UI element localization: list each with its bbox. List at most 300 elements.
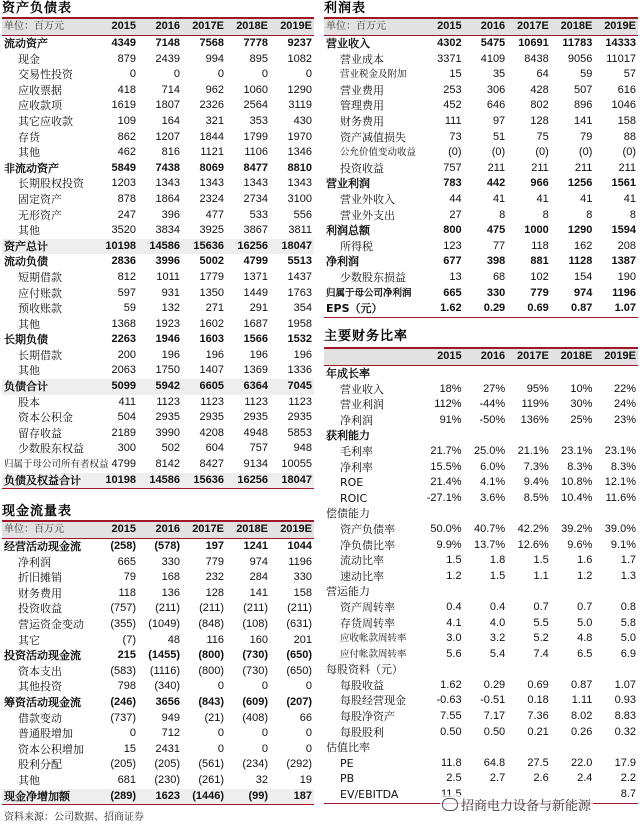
- row-label: 资产总计: [2, 239, 94, 255]
- ratios-title: 主要财务比率: [324, 329, 409, 344]
- row-label: 每股净资产: [340, 710, 395, 724]
- balance_sheet-row: [2, 52, 314, 68]
- balance_sheet-row: [2, 36, 314, 52]
- value-cell: [507, 366, 551, 382]
- row-label: 营业收入: [340, 382, 384, 396]
- value-cell: 3520: [111, 224, 136, 237]
- value-cell: 1807: [155, 99, 180, 112]
- balance_sheet-row: [2, 208, 314, 224]
- row-label: 净利润: [340, 413, 373, 427]
- value-cell: [507, 506, 551, 522]
- row-label: EPS（元）: [324, 301, 420, 317]
- value-cell: 452: [443, 99, 462, 112]
- value-cell: 158: [617, 114, 636, 127]
- value-cell: 2324: [199, 192, 224, 205]
- row-label: 营业费用: [340, 83, 384, 97]
- row-label: 现金: [18, 52, 40, 66]
- value-cell: (1049): [148, 617, 180, 630]
- year-header: 2017E: [182, 521, 226, 539]
- value-cell: 0.50: [483, 725, 506, 738]
- value-cell: (650): [286, 649, 312, 662]
- value-cell: 9.4%: [523, 476, 549, 489]
- row-label: 存货: [18, 130, 40, 144]
- value-cell: 10055: [281, 458, 312, 471]
- value-cell: (246): [110, 695, 136, 708]
- row-label: 流动负债: [4, 255, 48, 269]
- ratios-panel: [324, 328, 638, 804]
- value-cell: 23.1%: [604, 444, 636, 457]
- value-cell: 1532: [287, 333, 312, 346]
- row-label: 财务费用: [340, 114, 384, 128]
- value-cell: 1368: [111, 317, 136, 330]
- value-cell: 1.1: [533, 569, 549, 582]
- value-cell: 5.6: [446, 647, 462, 660]
- value-cell: [464, 506, 508, 522]
- value-cell: 1343: [243, 177, 268, 190]
- row-label: 每股收益: [340, 678, 384, 692]
- value-cell: 16256: [226, 473, 270, 489]
- value-cell: 211: [574, 161, 593, 174]
- ratios-row: [324, 522, 638, 538]
- value-cell: 14333: [605, 37, 636, 49]
- value-cell: 7.55: [440, 710, 462, 723]
- value-cell: 128: [205, 586, 224, 599]
- cash_flow-unit-label: 单位：百万元: [2, 521, 94, 539]
- row-label: 资本公积增加: [18, 742, 84, 756]
- value-cell: 18047: [270, 239, 314, 255]
- value-cell: 14586: [138, 473, 182, 489]
- value-cell: 994: [205, 52, 224, 65]
- value-cell: 1619: [111, 99, 136, 112]
- value-cell: 9056: [567, 52, 593, 65]
- value-cell: 7.36: [527, 710, 549, 723]
- value-cell: 1011: [156, 270, 180, 283]
- row-label: 每股经营现金: [340, 694, 406, 708]
- value-cell: 1.5: [446, 554, 462, 567]
- row-label: 存货周转率: [340, 616, 395, 630]
- row-label: 净负债比率: [340, 538, 395, 552]
- watermark-text: 招商电力设备与新能源: [461, 799, 592, 814]
- year-header: 2016: [464, 18, 508, 36]
- row-label: 少数股东损益: [340, 270, 406, 284]
- income_statement-row: [324, 301, 638, 317]
- value-cell: 11783: [562, 37, 593, 49]
- value-cell: 7148: [155, 37, 180, 49]
- value-cell: 41: [580, 192, 593, 205]
- row-label: 留存收益: [18, 426, 62, 440]
- value-cell: 681: [117, 773, 136, 786]
- cash_flow-row: [2, 695, 314, 711]
- value-cell: 95%: [526, 382, 549, 395]
- value-cell: 0.4: [446, 600, 462, 613]
- value-cell: 0.18: [527, 694, 549, 707]
- value-cell: 118: [118, 586, 136, 599]
- value-cell: 68: [492, 270, 506, 283]
- row-label: 净利润: [18, 555, 51, 569]
- value-cell: (211): [287, 602, 312, 615]
- value-cell: 2.5: [446, 772, 462, 785]
- row-label: 非流动资产: [4, 161, 59, 175]
- value-cell: 1.07: [594, 301, 638, 317]
- ratios-row: [324, 584, 638, 600]
- year-header: 2016: [138, 18, 182, 36]
- balance-sheet-panel: [2, 0, 314, 489]
- value-cell: 116: [206, 633, 224, 646]
- value-cell: 1946: [155, 333, 180, 346]
- value-cell: (0): [622, 146, 636, 159]
- value-cell: 1128: [568, 255, 593, 268]
- value-cell: 2.4: [577, 772, 593, 785]
- value-cell: 136: [161, 586, 180, 599]
- ratios-row: [324, 709, 638, 725]
- value-cell: 974: [249, 555, 268, 568]
- value-cell: (234): [242, 758, 268, 771]
- value-cell: 11.6%: [605, 491, 636, 504]
- row-label: 流动比率: [340, 554, 384, 568]
- row-label: 固定资产: [18, 192, 62, 206]
- year-header: 2018E: [551, 348, 595, 366]
- value-cell: 462: [117, 146, 136, 159]
- row-label: 交易性投资: [18, 68, 73, 82]
- value-cell: 211: [487, 161, 506, 174]
- year-header: 2015: [94, 18, 138, 36]
- value-cell: 0: [217, 727, 224, 740]
- row-label: 营业外支出: [340, 208, 395, 222]
- value-cell: 22%: [613, 382, 636, 395]
- value-cell: 1.62: [420, 301, 464, 317]
- value-cell: 3.2: [489, 632, 506, 645]
- value-cell: 1044: [287, 540, 312, 552]
- value-cell: (207): [286, 695, 312, 708]
- row-label: 资产周转率: [340, 600, 395, 614]
- value-cell: 15636: [182, 239, 226, 255]
- value-cell: 79: [580, 130, 593, 143]
- value-cell: 158: [293, 586, 312, 599]
- value-cell: 1561: [611, 177, 636, 190]
- balance_sheet-row: [2, 98, 314, 114]
- value-cell: 17.9: [614, 756, 636, 769]
- value-cell: (737): [110, 711, 136, 724]
- value-cell: 2431: [155, 742, 180, 755]
- row-label: 公允价值变动收益: [340, 147, 417, 159]
- value-cell: 398: [486, 255, 506, 268]
- ratios-row: [324, 428, 638, 444]
- value-cell: 0: [305, 68, 312, 81]
- value-cell: 1121: [200, 146, 224, 159]
- row-label: 投资收益: [18, 602, 62, 616]
- value-cell: 0.69: [527, 678, 549, 691]
- ratios-row: [324, 413, 638, 429]
- row-label: 获利能力: [326, 429, 370, 443]
- value-cell: 4.1: [446, 616, 462, 629]
- value-cell: [464, 662, 508, 678]
- value-cell: (0): [491, 146, 506, 159]
- value-cell: 7568: [199, 37, 224, 49]
- value-cell: 1196: [612, 286, 636, 299]
- value-cell: 4109: [480, 52, 506, 65]
- value-cell: 39.0%: [604, 522, 636, 535]
- year-header: 2017E: [182, 18, 226, 36]
- value-cell: 6.0%: [480, 460, 506, 473]
- value-cell: 2439: [155, 52, 180, 65]
- value-cell: 1566: [243, 333, 268, 346]
- year-header: 2015: [420, 18, 464, 36]
- value-cell: 59: [123, 302, 136, 315]
- value-cell: 2.7: [489, 772, 506, 785]
- value-cell: [507, 428, 551, 444]
- row-label: 长期负债: [4, 333, 48, 347]
- value-cell: (7): [122, 633, 136, 646]
- value-cell: [464, 584, 508, 600]
- year-header: 2019E: [594, 18, 638, 36]
- income-statement-panel: [324, 0, 638, 318]
- value-cell: 9134: [243, 458, 268, 471]
- value-cell: 41: [623, 192, 636, 205]
- value-cell: [420, 740, 464, 756]
- value-cell: 353: [249, 114, 268, 127]
- income-statement-title: 利润表: [324, 1, 367, 16]
- value-cell: 102: [530, 270, 549, 283]
- cash-flow-panel: [2, 503, 314, 805]
- value-cell: 1387: [611, 255, 636, 268]
- value-cell: 21.1%: [517, 444, 549, 457]
- balance_sheet-row: [2, 441, 314, 457]
- value-cell: 0.29: [483, 678, 506, 691]
- income_statement-row: [324, 286, 638, 302]
- value-cell: 0.50: [440, 725, 462, 738]
- value-cell: 136%: [520, 413, 549, 426]
- value-cell: 1594: [611, 224, 636, 237]
- value-cell: 7438: [155, 161, 180, 174]
- watermark: [440, 795, 593, 814]
- balance_sheet-row: [2, 161, 314, 177]
- value-cell: 974: [574, 286, 593, 299]
- row-label: EV/EBITDA: [324, 787, 420, 803]
- value-cell: 1082: [287, 52, 312, 65]
- income_statement-row: [324, 52, 638, 68]
- value-cell: 878: [117, 192, 136, 205]
- value-cell: 12.1%: [604, 476, 636, 489]
- value-cell: 5002: [199, 255, 224, 268]
- row-label: ROE: [340, 476, 364, 490]
- value-cell: 5475: [480, 37, 506, 49]
- balance_sheet-row: [2, 317, 314, 333]
- value-cell: -0.51: [480, 694, 506, 707]
- value-cell: [594, 506, 638, 522]
- ratios-row: [324, 553, 638, 569]
- row-label: 折旧摊销: [18, 571, 62, 585]
- year-header: 2018E: [226, 18, 270, 36]
- value-cell: 396: [161, 208, 180, 221]
- value-cell: (561): [198, 758, 224, 771]
- value-cell: (261): [198, 773, 224, 786]
- value-cell: 211: [531, 161, 549, 174]
- value-cell: 812: [117, 270, 136, 283]
- value-cell: 59: [580, 68, 593, 81]
- row-label: 其它应收款: [18, 114, 73, 128]
- year-header: 2015: [94, 521, 138, 539]
- ratios-row: [324, 725, 638, 741]
- value-cell: 5.0: [620, 632, 636, 645]
- cash-flow-title: 现金流量表: [2, 504, 73, 519]
- balance_sheet-row: [2, 83, 314, 99]
- year-header: 2015: [420, 348, 464, 366]
- value-cell: 77: [492, 239, 506, 252]
- value-cell: -0.63: [436, 694, 462, 707]
- value-cell: 160: [249, 633, 268, 646]
- value-cell: 1290: [287, 83, 312, 96]
- row-label: 无形资产: [18, 208, 62, 222]
- year-header: 2019E: [270, 521, 314, 539]
- value-cell: 23%: [613, 413, 636, 426]
- value-cell: 196: [293, 348, 312, 361]
- wechat-icon: [442, 798, 458, 811]
- value-cell: 321: [205, 114, 224, 127]
- value-cell: 164: [161, 114, 180, 127]
- value-cell: 4.0: [489, 616, 506, 629]
- value-cell: 895: [249, 52, 268, 65]
- value-cell: 15: [123, 742, 136, 755]
- balance_sheet-row: [2, 145, 314, 161]
- cash_flow-row: [2, 664, 314, 680]
- row-label: 其他: [18, 146, 40, 160]
- value-cell: 196: [249, 348, 268, 361]
- value-cell: 0: [261, 742, 268, 755]
- value-cell: 1196: [288, 555, 312, 568]
- balance_sheet-row: [2, 301, 314, 317]
- value-cell: [594, 740, 638, 756]
- income_statement-row: [324, 130, 638, 146]
- value-cell: 881: [530, 255, 549, 268]
- balance_sheet-row: [2, 379, 314, 395]
- value-cell: 3656: [155, 695, 180, 708]
- value-cell: (631): [286, 617, 312, 630]
- value-cell: 1123: [288, 395, 312, 408]
- row-label: 营业收入: [326, 37, 370, 50]
- value-cell: (211): [199, 602, 224, 615]
- row-label: 净利润: [326, 255, 359, 269]
- value-cell: (583): [110, 664, 136, 677]
- cash_flow-row: [2, 570, 314, 586]
- ratios-row: [324, 569, 638, 585]
- income_statement-row: [324, 192, 638, 208]
- value-cell: 2326: [199, 99, 224, 112]
- value-cell: 88: [623, 130, 636, 143]
- income_statement-row: [324, 254, 638, 270]
- value-cell: 1203: [111, 177, 136, 190]
- value-cell: 418: [117, 83, 136, 96]
- value-cell: 196: [161, 348, 180, 361]
- row-label: 预收账款: [18, 302, 62, 316]
- value-cell: 7778: [243, 37, 268, 49]
- value-cell: 1750: [155, 364, 180, 377]
- value-cell: 798: [117, 680, 136, 693]
- value-cell: 1923: [155, 317, 180, 330]
- value-cell: [594, 662, 638, 678]
- value-cell: 862: [117, 130, 136, 143]
- value-cell: 5.4: [489, 647, 506, 660]
- value-cell: 141: [249, 586, 268, 599]
- ratios-row: [324, 662, 638, 678]
- cash_flow-row: [2, 773, 314, 789]
- value-cell: 1407: [199, 364, 224, 377]
- cash_flow-header-row: [2, 521, 314, 539]
- income_statement-row: [324, 161, 638, 177]
- value-cell: 0.69: [507, 301, 551, 317]
- value-cell: 1.6: [577, 554, 593, 567]
- balance_sheet-row: [2, 332, 314, 348]
- balance_sheet-row: [2, 130, 314, 146]
- balance_sheet-row: [2, 410, 314, 426]
- balance_sheet-row: [2, 176, 314, 192]
- row-label: 应付账款: [18, 286, 62, 300]
- value-cell: 19: [299, 773, 312, 786]
- value-cell: 779: [205, 555, 224, 568]
- balance_sheet-row: [2, 223, 314, 239]
- value-cell: (1455): [148, 649, 180, 662]
- value-cell: 1602: [199, 317, 224, 330]
- row-label: 借款变动: [18, 711, 62, 725]
- value-cell: 3925: [199, 224, 224, 237]
- value-cell: 132: [161, 302, 180, 315]
- balance_sheet-row: [2, 348, 314, 364]
- value-cell: (340): [154, 680, 180, 693]
- value-cell: 757: [443, 161, 462, 174]
- value-cell: 1336: [287, 364, 312, 377]
- value-cell: 271: [205, 302, 224, 315]
- value-cell: 10198: [94, 473, 138, 489]
- value-cell: 1.2: [577, 569, 593, 582]
- value-cell: (99): [226, 789, 270, 805]
- value-cell: 802: [530, 99, 549, 112]
- balance_sheet-row: [2, 363, 314, 379]
- value-cell: (578): [154, 540, 180, 552]
- value-cell: 27%: [483, 382, 506, 395]
- value-cell: 128: [530, 114, 549, 127]
- value-cell: 7045: [270, 379, 314, 395]
- value-cell: (211): [243, 602, 268, 615]
- row-label: 经营活动现金流: [4, 540, 81, 553]
- value-cell: 1207: [155, 130, 180, 143]
- ratios-row: [324, 631, 638, 647]
- value-cell: 5.8: [620, 616, 636, 629]
- value-cell: 22.0: [570, 756, 593, 769]
- value-cell: 39.2%: [561, 522, 593, 535]
- cash-flow-table: [2, 520, 314, 805]
- value-cell: [420, 506, 464, 522]
- row-label: 营业税金及附加: [340, 69, 407, 81]
- balance_sheet-row: [2, 67, 314, 83]
- year-header: 2019E: [270, 18, 314, 36]
- value-cell: 3990: [155, 426, 180, 439]
- value-cell: 25%: [570, 413, 593, 426]
- value-cell: (205): [154, 758, 180, 771]
- value-cell: 8.3%: [610, 460, 636, 473]
- row-label: 财务费用: [18, 586, 62, 600]
- value-cell: 1350: [199, 286, 224, 299]
- value-cell: 32: [255, 773, 268, 786]
- value-cell: 597: [117, 286, 136, 299]
- value-cell: 15: [449, 68, 462, 81]
- row-label: 毛利率: [340, 444, 373, 458]
- row-label: 负债合计: [2, 379, 94, 395]
- ratios-row: [324, 366, 638, 382]
- cash_flow-row: [2, 742, 314, 758]
- ratios-row: [324, 506, 638, 522]
- value-cell: 66: [299, 711, 312, 724]
- value-cell: 15636: [182, 473, 226, 489]
- value-cell: 8: [586, 208, 593, 221]
